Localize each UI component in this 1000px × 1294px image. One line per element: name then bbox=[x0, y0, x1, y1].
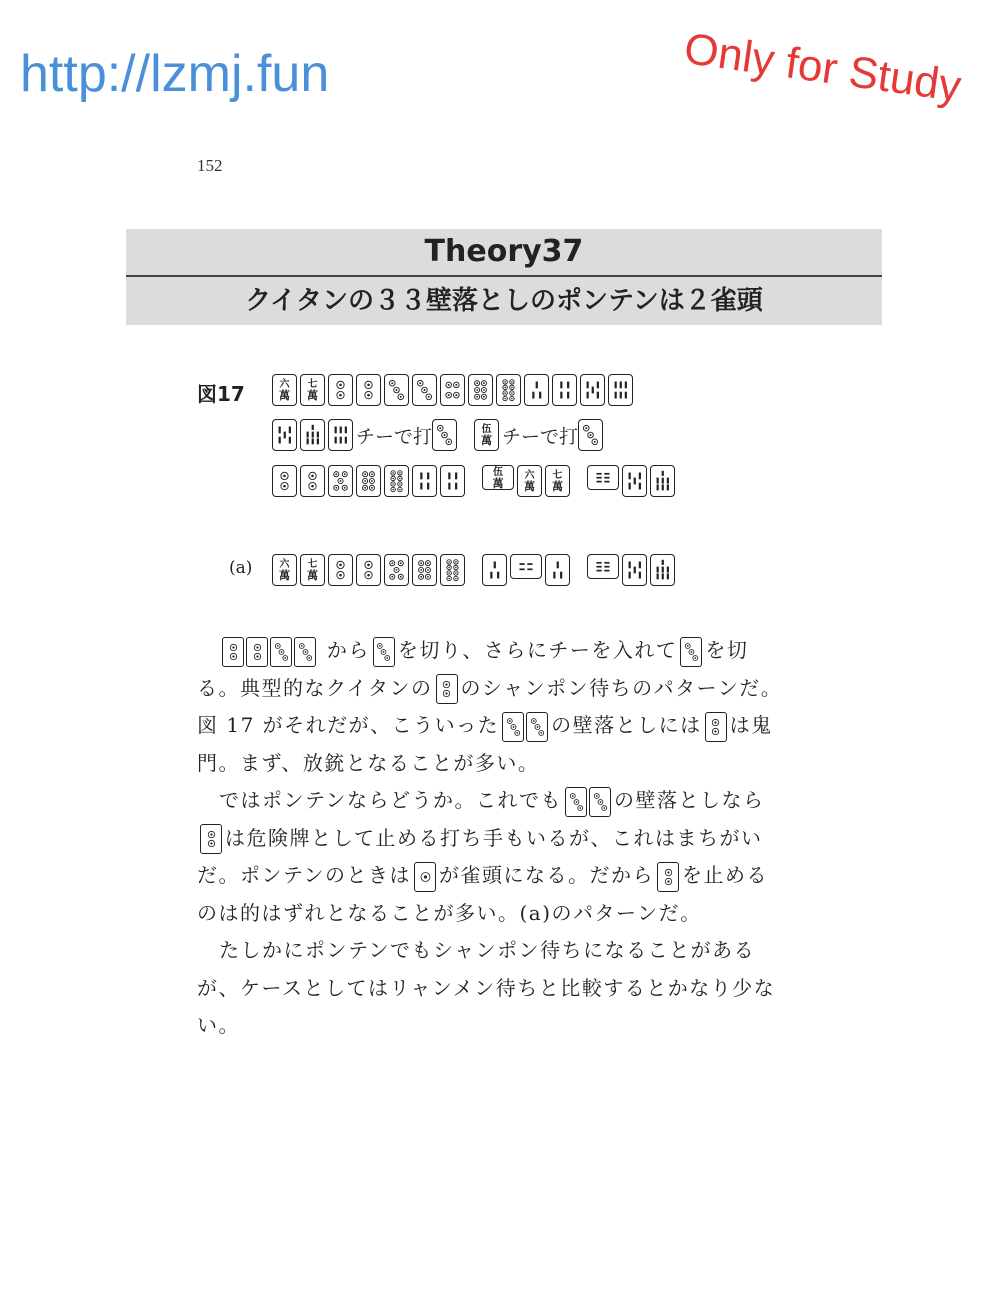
tile-4s-icon bbox=[552, 374, 577, 406]
figure-label: 図17 bbox=[197, 382, 245, 406]
tile-3p-icon bbox=[565, 787, 587, 817]
tile-4p-icon bbox=[440, 374, 465, 406]
tile-3p-icon bbox=[412, 374, 437, 406]
tile-2p-icon bbox=[657, 862, 679, 892]
tile-1p-icon bbox=[414, 862, 436, 892]
tile-5m-icon: 伍 萬 bbox=[482, 465, 514, 490]
chi-text-1: チーで打 bbox=[356, 425, 433, 448]
tile-6s-icon bbox=[608, 374, 633, 406]
figure-row-1 bbox=[272, 373, 636, 407]
tile-4s-icon bbox=[510, 554, 542, 579]
p2-text-e: を止めるのは的はずれとなることが多い。(a)のパターンだ。 bbox=[197, 863, 768, 925]
tile-7s-icon bbox=[650, 465, 675, 497]
tile-2p-icon bbox=[436, 674, 458, 704]
row2-discard-a bbox=[432, 419, 460, 451]
tile-6m-icon: 六 萬 bbox=[517, 465, 542, 497]
tile-3p-icon bbox=[294, 637, 316, 667]
tile-7m-icon: 七 萬 bbox=[545, 465, 570, 497]
figure-row-3 bbox=[272, 464, 678, 498]
tile-3p-icon bbox=[502, 712, 524, 742]
tile-2p-icon bbox=[356, 554, 381, 586]
row3-meld-sou bbox=[587, 465, 678, 497]
theory-title: Theory37 bbox=[126, 229, 882, 277]
tile-3p-icon bbox=[680, 637, 702, 667]
tile-2p-icon bbox=[272, 465, 297, 497]
tile-3s-icon bbox=[482, 554, 507, 586]
tile-5s-icon bbox=[622, 554, 647, 586]
row3-meld-man bbox=[482, 465, 573, 497]
tile-2p-icon bbox=[705, 712, 727, 742]
tile-5p-icon bbox=[328, 465, 353, 497]
rowa-chi bbox=[587, 554, 678, 586]
chi-text-2: チーで打 bbox=[502, 425, 579, 448]
tile-6p-icon bbox=[412, 554, 437, 586]
p2-text-b: の壁落としなら bbox=[614, 788, 765, 812]
tile-6p-icon bbox=[468, 374, 493, 406]
figure-row-a bbox=[272, 553, 678, 587]
paragraph-2 bbox=[197, 782, 787, 932]
tile-6m-icon: 六 萬 bbox=[272, 554, 297, 586]
body-text bbox=[197, 632, 787, 1045]
tile-7m-icon: 七 萬 bbox=[300, 554, 325, 586]
row3-hand bbox=[272, 465, 468, 497]
tile-3p-icon bbox=[578, 419, 603, 451]
tile-3p-icon bbox=[270, 637, 292, 667]
tile-6p-icon bbox=[356, 465, 381, 497]
tile-2p-icon bbox=[300, 465, 325, 497]
row2-discard-b bbox=[578, 419, 606, 451]
tile-6m-icon: 六 萬 bbox=[272, 374, 297, 406]
p1-text-d: のシャンポン待ちのパターンだ。図 17 がそれだが、こういった bbox=[197, 675, 783, 737]
tile-7s-icon bbox=[300, 419, 325, 451]
tile-3p-icon bbox=[589, 787, 611, 817]
p1-text-c: を切る。典型的なクイタンの bbox=[197, 638, 749, 700]
tile-5p-icon bbox=[384, 554, 409, 586]
tile-5s-icon bbox=[622, 465, 647, 497]
tile-3p-icon bbox=[526, 712, 548, 742]
tile-8p-icon bbox=[384, 465, 409, 497]
tile-2p-icon bbox=[356, 374, 381, 406]
tile-4s-icon bbox=[440, 465, 465, 497]
tile-2p-icon bbox=[222, 637, 244, 667]
tile-6s-icon bbox=[587, 465, 619, 490]
tile-2p-icon bbox=[200, 824, 222, 854]
tile-2p-icon bbox=[328, 374, 353, 406]
paragraph-3: たしかにポンテンでもシャンポン待ちになることがあるが、ケースとしてはリャンメン待ちと比較するとかなり少ない。 bbox=[197, 938, 776, 1037]
tile-2p-icon bbox=[328, 554, 353, 586]
paragraph-1 bbox=[197, 632, 787, 782]
tile-7m-icon: 七 萬 bbox=[300, 374, 325, 406]
tile-3s-icon bbox=[524, 374, 549, 406]
row2-meld-b bbox=[474, 419, 502, 451]
rowa-hand bbox=[272, 554, 468, 586]
tile-8p-icon bbox=[496, 374, 521, 406]
watermark-url: http://lzmj.fun bbox=[20, 45, 330, 103]
p2-text-a: ではポンテンならどうか。これでも bbox=[219, 788, 562, 812]
theory-subtitle: クイタンの３３壁落としのポンテンは２雀頭 bbox=[245, 286, 763, 316]
tile-5s-icon bbox=[272, 419, 297, 451]
row2-meld-a bbox=[272, 419, 356, 451]
p2-text-c: は危険牌として止める打ち手もいるが、これはまちがいだ。ポンテンのときは bbox=[197, 825, 763, 887]
tile-3p-icon bbox=[432, 419, 457, 451]
tile-7s-icon bbox=[650, 554, 675, 586]
tile-3p-icon bbox=[384, 374, 409, 406]
watermark-study: Only for Study bbox=[681, 24, 965, 112]
p1-text-e: の壁落としには bbox=[551, 713, 702, 737]
p1-text-a: から bbox=[326, 638, 370, 662]
tile-2p-icon bbox=[246, 637, 268, 667]
tile-5m-icon: 伍 萬 bbox=[474, 419, 499, 451]
page-number: 152 bbox=[197, 156, 223, 175]
tile-6s-icon bbox=[328, 419, 353, 451]
tile-3p-icon bbox=[373, 637, 395, 667]
tile-4s-icon bbox=[412, 465, 437, 497]
tile-6s-icon bbox=[587, 554, 619, 579]
title-box bbox=[126, 229, 882, 325]
p2-text-d: が雀頭になる。だから bbox=[439, 863, 654, 887]
figure-row-2 bbox=[272, 418, 606, 452]
tile-5s-icon bbox=[580, 374, 605, 406]
p1-text-f: は鬼門。まず、放銃となることが多い。 bbox=[197, 713, 773, 775]
rowa-pon bbox=[482, 554, 573, 586]
tile-3s-icon bbox=[545, 554, 570, 586]
tile-8p-icon bbox=[440, 554, 465, 586]
pattern-a-label: (a) bbox=[229, 558, 253, 578]
p1-text-b: を切り、さらにチーを入れて bbox=[397, 638, 678, 662]
